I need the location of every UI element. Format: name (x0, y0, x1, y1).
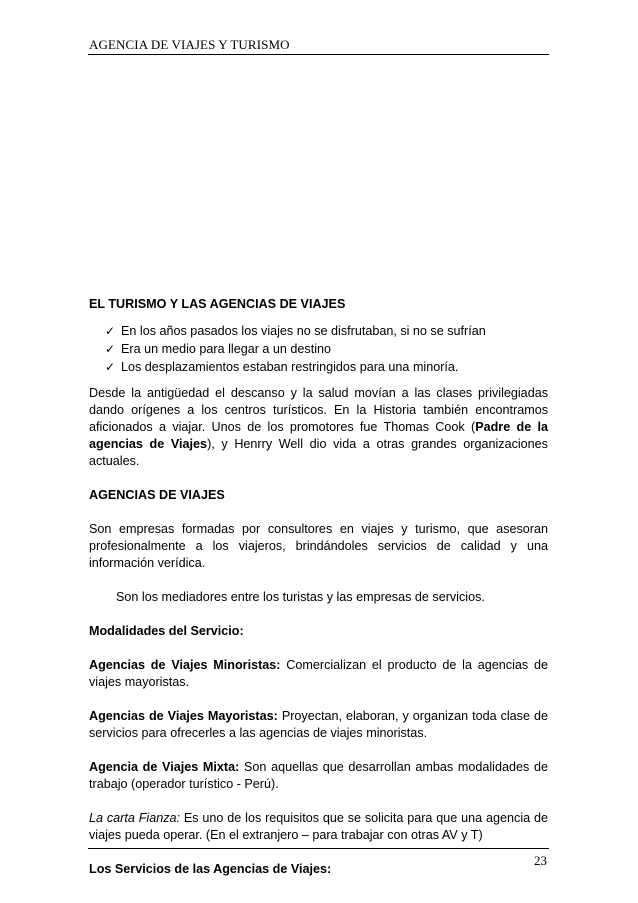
checklist-item-text: Los desplazamientos estaban restringidos para una minoría. (121, 360, 459, 374)
agencias-definition: Son empresas formadas por consultores en viajes y turismo, que asesoran profesionalmente a los viajeros, brindándoles servicios de calidad y una información verídica. (89, 522, 548, 570)
carta-fianza-paragraph: La carta Fianza: Es uno de los requisitos que se solicita para que una agencia de viajes pueda operar. (En el extranjero – para trabajar con otras AV y T) (89, 811, 548, 842)
checkmark-icon: ✓ (105, 324, 116, 338)
header-rule (88, 54, 549, 55)
checklist-item (105, 358, 548, 376)
page-number: 23 (534, 853, 547, 868)
checklist-item (105, 340, 548, 358)
modalidades-heading: Modalidades del Servicio: (89, 624, 244, 638)
mixta-paragraph: Agencia de Viajes Mixta: Son aquellas que desarrollan ambas modalidades de trabajo (operador turístico - Perú). (89, 760, 548, 791)
cook-emphasis: Padre de la agencias de Viajes (89, 420, 549, 451)
checklist-item-text: En los años pasados los viajes no se disfrutaban, si no se sufrían (121, 324, 486, 338)
footer-rule (88, 848, 549, 849)
servicios-heading: Los Servicios de las Agencias de Viajes: (89, 862, 332, 876)
checkmark-icon: ✓ (105, 360, 116, 374)
checkmark-icon: ✓ (105, 342, 116, 356)
mediadores-paragraph: Son los mediadores entre los turistas y las empresas de servicios. (116, 590, 485, 604)
agencias-heading: AGENCIAS DE VIAJES (89, 488, 225, 502)
mayoristas-paragraph: Agencias de Viajes Mayoristas: Proyectan, elaboran, y organizan toda clase de servicios para ofrecerles a las agencias de viajes minoristas. (89, 709, 548, 740)
history-paragraph: Desde la antigüedad el descanso y la salud movían a las clases privilegiadas dando orígenes a los centros turísticos. En la Historia también encontramos aficionados a viajar. Unos de los promotores fue Thomas Cook (Padre de la agencias de Viajes), y Henrry Well dio vida a otras grandes organizaciones actuales. (89, 386, 549, 468)
running-header: AGENCIA DE VIAJES Y TURISMO (89, 37, 290, 52)
page-body (89, 296, 548, 878)
checklist-item-text: Era un medio para llegar a un destino (121, 342, 332, 356)
checklist (89, 322, 548, 376)
section-title: EL TURISMO Y LAS AGENCIAS DE VIAJES (89, 297, 346, 311)
checklist-item (105, 322, 548, 340)
minoristas-paragraph: Agencias de Viajes Minoristas: Comercializan el producto de la agencias de viajes mayoristas. (89, 658, 548, 689)
